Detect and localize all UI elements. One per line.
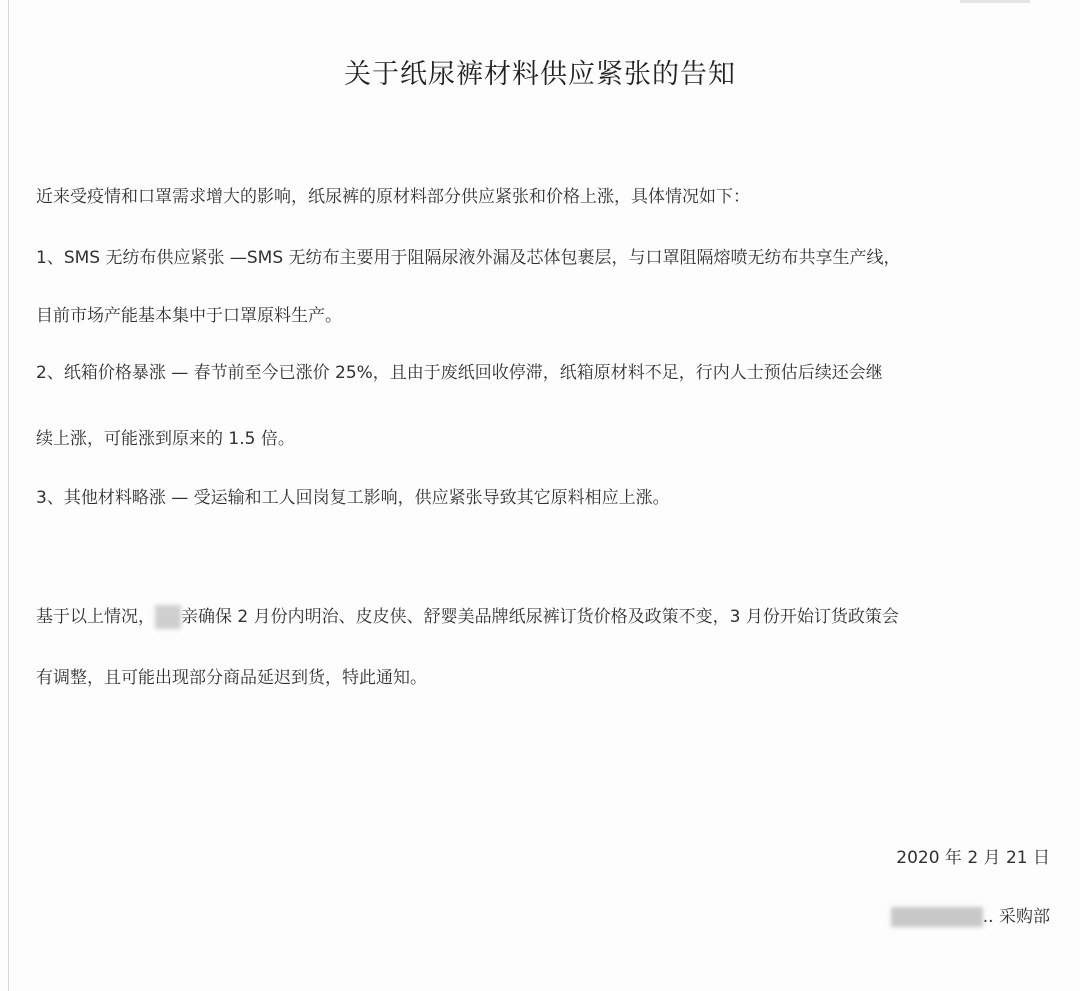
item-3-line-1: 3、其他材料略涨 — 受运输和工人回岗复工影响，供应紧张导致其它原料相应上涨。 — [36, 488, 670, 508]
conclusion-text-a: 基于以上情况， — [36, 607, 155, 627]
item-1-line-2: 目前市场产能基本集中于口罩原料生产。 — [36, 306, 342, 326]
item-2-line-2: 续上涨，可能涨到原来的 1.5 倍。 — [36, 429, 295, 449]
signature-block — [891, 902, 1050, 927]
item-2-line-1: 2、纸箱价格暴涨 — 春节前至今已涨价 25%，且由于废纸回收停滞，纸箱原材料不足，行内人士预估后续还会继 — [36, 363, 883, 383]
document-title: 关于纸尿裤材料供应紧张的告知 — [344, 59, 736, 90]
conclusion-line-1 — [36, 602, 899, 629]
page-edge — [8, 0, 9, 991]
conclusion-line-2: 有调整，且可能出现部分商品延迟到货，特此通知。 — [36, 668, 427, 688]
intro-paragraph: 近来受疫情和口罩需求增大的影响，纸尿裤的原材料部分供应紧张和价格上涨，具体情况如下： — [36, 187, 750, 207]
document-date: 2020 年 2 月 21 日 — [896, 848, 1050, 868]
redacted-company-name — [155, 605, 181, 629]
conclusion-text-b: 亲确保 2 月份内明治、皮皮侠、舒婴美品牌纸尿裤订货价格及政策不变，3 月份开始订货政策会 — [181, 607, 899, 627]
item-1-line-1: 1、SMS 无纺布供应紧张 —SMS 无纺布主要用于阻隔尿液外漏及芯体包裹层，与口罩阻隔熔喷无纺布共享生产线， — [36, 248, 901, 268]
page-corner-mark — [960, 0, 1030, 3]
redacted-department-name — [891, 907, 983, 927]
signature-text: .. 采购部 — [982, 907, 1050, 927]
